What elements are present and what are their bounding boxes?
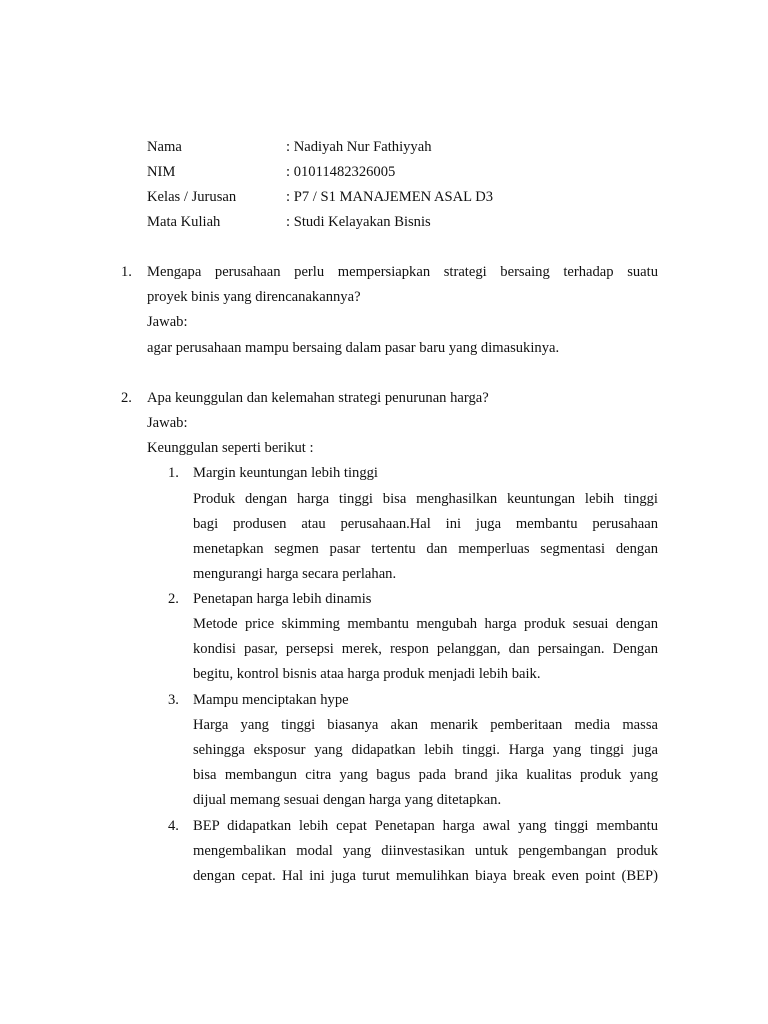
item-3-line-1: Harga yang tinggi biasanya akan menarik pemberitaan media massa bbox=[193, 717, 658, 733]
item-3-line-2: sehingga eksposur yang didapatkan lebih tinggi. Harga yang tinggi juga bbox=[193, 742, 658, 758]
q2-number: 2. bbox=[121, 390, 132, 406]
item-1-line-2: bagi produsen atau perusahaan.Hal ini juga membantu perusahaan bbox=[193, 516, 658, 532]
item-2-line-1: Metode price skimming membantu mengubah harga produk sesuai dengan bbox=[193, 616, 658, 632]
item-1-line-3: menetapkan segmen pasar tertentu dan memperluas segmentasi dengan bbox=[193, 541, 658, 557]
nim-label: NIM bbox=[147, 164, 176, 180]
kelas-value: : P7 / S1 MANAJEMEN ASAL D3 bbox=[286, 189, 494, 205]
matkul-label: Mata Kuliah bbox=[147, 214, 221, 230]
matkul-value: : Studi Kelayakan Bisnis bbox=[286, 214, 431, 230]
q1-answer-label: Jawab: bbox=[147, 314, 188, 330]
item-2-number: 2. bbox=[168, 591, 179, 607]
q1-question-line-2: proyek binis yang direncanakannya? bbox=[147, 289, 361, 305]
q1-answer: agar perusahaan mampu bersaing dalam pasar baru yang dimasukinya. bbox=[147, 340, 560, 356]
nama-value: : Nadiyah Nur Fathiyyah bbox=[286, 139, 432, 155]
q1-question-line-1: Mengapa perusahaan perlu mempersiapkan strategi bersaing terhadap suatu bbox=[147, 264, 658, 280]
item-1-line-1: Produk dengan harga tinggi bisa menghasilkan keuntungan lebih tinggi bbox=[193, 491, 658, 507]
nama-label: Nama bbox=[147, 139, 182, 155]
item-4-number: 4. bbox=[168, 818, 179, 834]
item-2-line-2: kondisi pasar, persepsi merek, respon pelanggan, dan persaingan. Dengan bbox=[193, 641, 658, 657]
item-4-line-3: dengan cepat. Hal ini juga turut memulihkan biaya break even point (BEP) bbox=[193, 868, 658, 884]
item-3-title: Mampu menciptakan hype bbox=[193, 692, 349, 708]
kelas-label: Kelas / Jurusan bbox=[147, 189, 237, 205]
q1-number: 1. bbox=[121, 264, 132, 280]
q2-intro: Keunggulan seperti berikut : bbox=[147, 440, 314, 456]
item-3-line-4: dijual memang sesuai dengan harga yang ditetapkan. bbox=[193, 792, 502, 808]
item-1-title: Margin keuntungan lebih tinggi bbox=[193, 465, 378, 481]
item-3-line-3: bisa membangun citra yang bagus pada brand jika kualitas produk yang bbox=[193, 767, 658, 783]
item-2-line-3: begitu, kontrol bisnis ataa harga produk menjadi lebih baik. bbox=[193, 666, 541, 682]
item-4-line-1: BEP didapatkan lebih cepat Penetapan harga awal yang tinggi membantu bbox=[193, 818, 658, 834]
item-4-line-2: mengembalikan modal yang diinvestasikan untuk pengembangan produk bbox=[193, 843, 658, 859]
item-3-number: 3. bbox=[168, 692, 179, 708]
nim-value: : 01011482326005 bbox=[286, 164, 396, 180]
item-2-title: Penetapan harga lebih dinamis bbox=[193, 591, 372, 607]
item-1-number: 1. bbox=[168, 465, 179, 481]
item-1-line-4: mengurangi harga secara perlahan. bbox=[193, 566, 397, 582]
q2-question: Apa keunggulan dan kelemahan strategi penurunan harga? bbox=[147, 390, 489, 406]
q2-answer-label: Jawab: bbox=[147, 415, 188, 431]
